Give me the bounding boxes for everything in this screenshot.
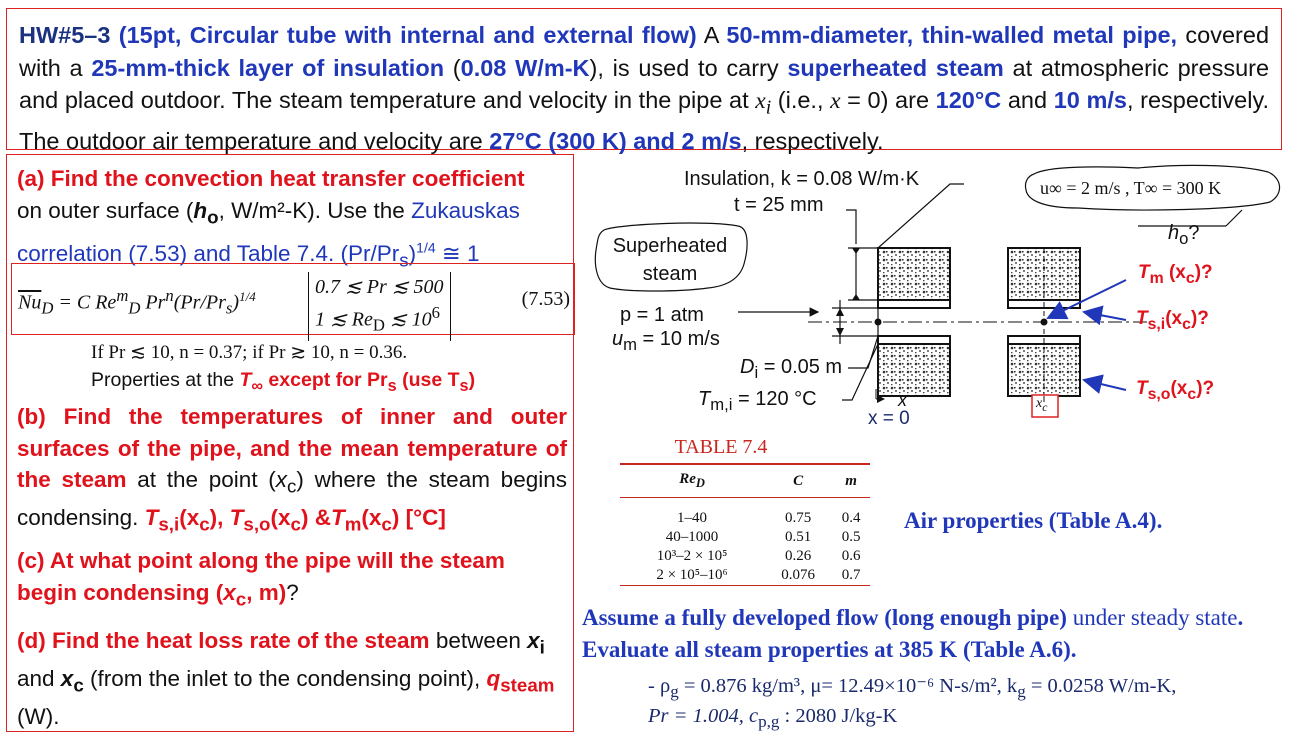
steam-label: Superheated steam xyxy=(612,235,728,285)
pipe-spec: 50-mm-diameter, thin-walled metal pipe, xyxy=(726,22,1178,48)
inlet-velocity: 10 m/s xyxy=(1053,87,1127,113)
ho-symbol: h xyxy=(193,197,208,223)
table-row xyxy=(620,566,870,586)
xc-dot xyxy=(1041,319,1048,326)
table-cell: 0.7 xyxy=(832,566,870,586)
pressure-label: p = 1 atm xyxy=(620,304,704,326)
table-cell: 0.4 xyxy=(841,510,861,526)
steam-properties: - $\rho_g = 0.876$ kg/m³, μ= 12.49×10⁻⁶ N-s/m², $k_g = 0.0258$ W/m-K, Pr = 1.004, $c_{p,g}$ : 2080 J/kg-K xyxy=(648,675,1177,732)
xi-symbol: $x_i$ xyxy=(755,88,772,119)
table-cell: 0.5 xyxy=(841,529,861,545)
diameter-label: $D_i = 0.05$ m xyxy=(740,356,843,382)
table-cell: 0.6 xyxy=(841,548,861,564)
text: A xyxy=(696,22,727,48)
tso-arrow xyxy=(1084,380,1126,390)
equation-body: $\overline{Nu}_D = C$ $Re^m_D$ $Pr^n(Pr/Pr_s)^{1/4}$ xyxy=(18,286,256,318)
thickness-label: t = 25 mm xyxy=(734,194,824,216)
inlet-temp-label: $T_{m,i} = 120$ °C xyxy=(698,388,817,414)
insulation-label: Insulation, k = 0.08 W/m·K xyxy=(684,168,920,190)
pipe-diagram xyxy=(578,154,1288,444)
text: (i.e., xyxy=(771,87,831,113)
part-d-label: (d) Find the heat loss rate of the steam xyxy=(17,628,430,653)
x-axis-label: x xyxy=(898,390,907,410)
exponent-rule: If Pr ≲ 10, n = 0.37; if Pr ≳ 10, n = 0.36. xyxy=(91,342,408,363)
table-cell: 0.51 xyxy=(784,529,812,545)
text: on outer surface ( xyxy=(17,197,194,223)
table-header-re: $Re_D$ xyxy=(620,464,764,498)
xc-box-label: $x_c$ xyxy=(1036,396,1048,414)
table-cell: 2 × 10⁵–10⁶ xyxy=(620,566,764,586)
text: , respectively. xyxy=(741,128,884,155)
part-a-label: (a) Find the convection heat transfer coefficient xyxy=(17,166,525,191)
text: ( xyxy=(444,54,461,81)
inlet-temp: 120°C xyxy=(935,87,1002,113)
property-note: Properties at the $T_\infty$ except for $Pr_s$ (use $T_s$) xyxy=(91,369,476,395)
tm-question: $T_m$ $(x_c)$? xyxy=(1138,262,1213,287)
table-cell: 0.26 xyxy=(784,548,812,564)
homework-id: HW#5–3 xyxy=(19,22,111,48)
part-a xyxy=(17,163,567,276)
problem-points: (15pt, Circular tube with internal and external flow) xyxy=(118,22,697,48)
part-d: (d) Find the heat loss rate of the steam between $x_i$ and $x_c$ (from the inlet to the condensing point), $q_{steam}$ (W). xyxy=(17,628,555,729)
ho-question: $h_o$? xyxy=(1168,222,1200,248)
tsi-question: $T_{s,i}(x_c)$? xyxy=(1136,308,1209,333)
equation-number: (7.53) xyxy=(521,288,570,310)
part-c: (c) At what point along the pipe will the steam begin condensing ($x_c$, m)? xyxy=(17,548,505,609)
x-symbol: x xyxy=(830,88,841,114)
text: , respectively. The outdoor air temperature and velocity are xyxy=(19,87,1269,155)
text: covered with a xyxy=(19,22,1270,81)
problem-statement xyxy=(6,8,1282,155)
air-conditions: 27°C (300 K) and 2 m/s xyxy=(489,128,742,155)
cloud-label: u∞ = 2 m/s , T∞ = 300 K xyxy=(1040,178,1222,198)
table-header-m: m xyxy=(832,464,870,498)
zukauskas-equation xyxy=(11,263,575,335)
part-b: (b) Find the temperatures of inner and outer surfaces of the pipe, and the mean temperature of the steam at the point $(x_c)$ where the steam begins condensing. $T_{s,i}(x_c)$, $T_{s,o}(x_c)$ $\&T_m(x_c)$ [°C] xyxy=(17,404,567,535)
table-row xyxy=(620,547,870,566)
tso-question: $T_{s,o}(x_c)$? xyxy=(1136,378,1215,403)
origin-dot xyxy=(875,319,882,326)
table-cell: 40–1000 xyxy=(665,529,719,545)
tsi-arrow xyxy=(1084,312,1126,320)
table-cell: 10³–2 × 10⁵ xyxy=(656,548,728,564)
text: , W/m²-K). Use the xyxy=(218,197,412,223)
zukauskas-note: Zukauskas correlation (7.53) and Table 7.4. $(Pr/Pr_s)^{1/4}$ ≅ 1 xyxy=(17,197,520,271)
table-cell: 0.076 xyxy=(764,566,832,586)
table-row xyxy=(620,498,870,529)
velocity-label: $u_m = 10$ m/s xyxy=(612,328,720,354)
text: and xyxy=(1001,87,1054,113)
text: = 0) are xyxy=(840,87,936,113)
text: at atmospheric pressure and placed outdoor. The steam temperature and velocity in the pipe at xyxy=(19,54,1270,113)
table-grid xyxy=(620,463,870,586)
equation-conditions: 0.7 ≲ Pr ≲ 500 1 ≲ $Re_D$ ≲ $10^6$ xyxy=(308,272,451,341)
assumption-note: Assume a fully developed flow (long enough pipe) under steady state. Evaluate all steam properties at 385 K (Table A.6). xyxy=(582,605,1244,662)
table-7-4 xyxy=(620,436,870,586)
questions-panel xyxy=(6,154,574,732)
text: ), is used to carry xyxy=(589,54,788,81)
table-header-c: C xyxy=(764,464,832,498)
x-zero-label: x = 0 xyxy=(868,408,910,429)
sub: o xyxy=(207,206,219,227)
steam-spec: superheated steam xyxy=(787,54,1004,81)
part-b-label: (b) Find the temperatures of inner and outer surfaces of the pipe, and the mean temperature of the steam xyxy=(17,404,567,492)
table-title: TABLE 7.4 xyxy=(674,436,768,458)
table-cell: 1–40 xyxy=(677,510,708,526)
k-value: 0.08 W/m-K xyxy=(460,54,590,81)
table-cell: 0.75 xyxy=(784,510,812,526)
part-c-label: (c) At what point along the pipe will the steam begin condensing ($x_c$, m) xyxy=(17,548,505,609)
air-properties-note: Air properties (Table A.4). xyxy=(904,508,1163,533)
table-row xyxy=(620,528,870,547)
insulation-spec: 25-mm-thick layer of insulation xyxy=(91,54,445,81)
